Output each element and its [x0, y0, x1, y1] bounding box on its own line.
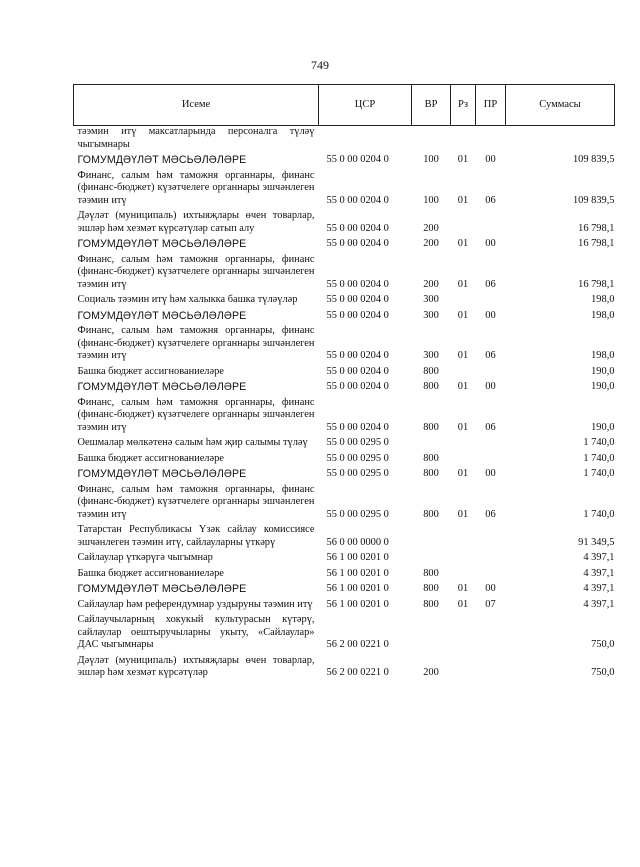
cell-sum: 91 349,5: [578, 536, 615, 548]
cell-csr: 56 1 00 0201 0: [326, 598, 389, 610]
cell-vr: [412, 437, 451, 453]
cell-sum: 16 798,1: [578, 238, 615, 249]
cell-name: Дәүләт (муниципаль) ихтыяҗлары өчен товарлар, эшләр һәм хезмәт күрсәтүләр сатып алу: [77, 210, 315, 234]
cell-csr: 55 0 00 0204 0: [326, 350, 389, 361]
cell-name: Сайлаулар үткәрүгә чыгымнар: [77, 552, 213, 563]
cell-name: Оешмалар мөлкәтенә салым һәм җир салымы түләү: [77, 437, 308, 448]
cell-sum: 109 839,5: [572, 194, 615, 206]
cell-rz: [451, 437, 476, 453]
cell-name: Социаль тәэмин итү һәм халыкка башка түләүләр: [77, 294, 298, 305]
table-row: [74, 655, 615, 683]
cell-csr: 55 0 00 0204 0: [326, 381, 389, 392]
cell-pr: 07: [485, 598, 496, 610]
cell-csr: 56 1 00 0201 0: [326, 583, 389, 594]
cell-pr: [476, 552, 506, 568]
table-row: [74, 170, 615, 211]
cell-csr: 56 1 00 0201 0: [326, 552, 389, 563]
cell-sum: 190,0: [591, 421, 615, 433]
cell-csr: 55 0 00 0204 0: [326, 278, 389, 290]
cell-pr: 00: [485, 381, 496, 392]
table-row: [74, 568, 615, 584]
budget-table: [73, 84, 615, 683]
cell-pr: [476, 524, 506, 552]
header-sum: Суммасы: [506, 85, 615, 126]
cell-pr: 06: [485, 278, 496, 290]
cell-rz: 01: [457, 309, 469, 321]
header-name: Исеме: [74, 85, 319, 126]
cell-name: ГОМУМДӘҮЛӘТ МӘСЬӘЛӘЛӘРЕ: [77, 468, 247, 480]
cell-sum: 4 397,1: [583, 552, 615, 563]
cell-rz: [451, 294, 476, 310]
cell-pr: [476, 366, 506, 382]
cell-vr: 800: [423, 508, 439, 520]
cell-name: Сайлаулар һәм референдумнар уздыруны тәэмин итү: [77, 598, 313, 610]
cell-pr: [476, 294, 506, 310]
cell-name: Башка бюджет ассигнованиеләре: [77, 365, 224, 377]
table-row: [74, 381, 615, 397]
cell-vr: 800: [423, 468, 439, 479]
cell-rz: 01: [457, 421, 469, 433]
cell-sum: 1 740,0: [583, 452, 615, 464]
cell-vr: 100: [423, 194, 439, 206]
cell-rz: [451, 655, 476, 683]
cell-vr: 200: [423, 238, 439, 249]
table-row: [74, 154, 615, 170]
cell-csr: 55 0 00 0204 0: [326, 421, 389, 433]
cell-rz: [451, 453, 476, 469]
table-row: [74, 453, 615, 469]
cell-rz: 01: [457, 583, 469, 594]
cell-sum: 4 397,1: [583, 598, 615, 610]
cell-csr: 55 0 00 0204 0: [326, 222, 389, 234]
table-row: [74, 310, 615, 326]
cell-pr: [476, 453, 506, 469]
cell-pr: [476, 210, 506, 238]
table-row: [74, 126, 615, 155]
cell-vr: 100: [423, 154, 439, 165]
cell-sum: 198,0: [591, 294, 615, 305]
cell-vr: [412, 524, 451, 552]
cell-pr: 06: [485, 508, 496, 520]
table-row: [74, 583, 615, 599]
cell-name: Башка бюджет ассигнованиеләре: [77, 452, 224, 464]
header-csr: ЦСР: [319, 85, 412, 126]
cell-rz: [451, 210, 476, 238]
table-header-row: [74, 85, 615, 126]
page-number: 749: [311, 58, 329, 72]
cell-pr: [476, 614, 506, 655]
cell-sum: [506, 126, 615, 155]
cell-name: тәэмин итү максатларында персоналга түләү чыгымнары: [77, 126, 315, 150]
cell-pr: [476, 126, 506, 155]
table-row: [74, 294, 615, 310]
cell-vr: 200: [423, 222, 439, 234]
cell-csr: 55 0 00 0295 0: [326, 468, 389, 479]
cell-vr: 800: [423, 567, 439, 579]
cell-pr: [476, 437, 506, 453]
cell-sum: 4 397,1: [583, 583, 615, 594]
cell-pr: 00: [485, 238, 496, 249]
cell-vr: 200: [423, 667, 439, 678]
cell-rz: 01: [457, 154, 469, 165]
cell-name: Сайлаучыларның хокукый культурасын күтәрү, сайлаулар оештыручыларны укыту, «Сайлаулар» ДАС чыгымнары: [77, 614, 315, 650]
cell-name: ГОМУМДӘҮЛӘТ МӘСЬӘЛӘЛӘРЕ: [77, 381, 247, 393]
table-row: [74, 524, 615, 552]
cell-name: Финанс, салым һәм таможня органнары, финанс (финанс-бюджет) күзәтчелеге органнары эшчәнлеген тәэмин итү: [77, 325, 315, 361]
cell-name: ГОМУМДӘҮЛӘТ МӘСЬӘЛӘЛӘРЕ: [77, 583, 247, 595]
cell-vr: 300: [423, 350, 439, 361]
cell-csr: 56 1 00 0201 0: [326, 567, 389, 579]
cell-vr: 800: [423, 381, 439, 392]
cell-pr: [476, 568, 506, 584]
cell-vr: 800: [423, 452, 439, 464]
cell-csr: 55 0 00 0204 0: [326, 309, 389, 321]
cell-rz: 01: [457, 238, 469, 249]
cell-sum: 16 798,1: [578, 278, 615, 290]
cell-name: Финанс, салым һәм таможня органнары, финанс (финанс-бюджет) күзәтчелеге органнары эшчәнлеген тәэмин итү: [77, 483, 315, 520]
cell-csr: 55 0 00 0295 0: [326, 437, 389, 448]
table-row: [74, 397, 615, 438]
cell-vr: 200: [423, 278, 439, 290]
cell-rz: 01: [457, 381, 469, 392]
cell-sum: 198,0: [591, 309, 615, 321]
cell-sum: 1 740,0: [583, 437, 615, 448]
table-row: [74, 437, 615, 453]
cell-name: Дәүләт (муниципаль) ихтыяҗлары өчен товарлар, эшләр һәм хезмәт күрсәтүләр: [77, 654, 315, 678]
table-row: [74, 325, 615, 366]
table-header: [74, 85, 615, 126]
cell-csr: 55 0 00 0204 0: [326, 194, 389, 206]
cell-csr: 56 0 00 0000 0: [326, 536, 389, 548]
table-row: [74, 238, 615, 254]
cell-csr: 56 2 00 0221 0: [326, 667, 389, 678]
cell-csr: 55 0 00 0204 0: [326, 294, 389, 305]
cell-csr: 56 2 00 0221 0: [326, 639, 389, 650]
table-row: [74, 614, 615, 655]
cell-pr: 00: [485, 309, 496, 321]
cell-rz: [451, 524, 476, 552]
header-pr: ПР: [476, 85, 506, 126]
table-row: [74, 468, 615, 484]
cell-pr: 00: [485, 583, 496, 594]
cell-vr: 800: [423, 365, 439, 377]
cell-pr: 00: [485, 154, 496, 165]
cell-vr: 300: [423, 294, 439, 305]
cell-sum: 1 740,0: [583, 468, 615, 479]
table-row: [74, 599, 615, 615]
cell-name: ГОМУМДӘҮЛӘТ МӘСЬӘЛӘЛӘРЕ: [77, 309, 247, 322]
cell-pr: 06: [485, 194, 496, 206]
budget-table-wrapper: [73, 84, 614, 683]
cell-sum: 1 740,0: [583, 508, 615, 520]
cell-csr: [319, 126, 412, 155]
cell-csr: 55 0 00 0204 0: [326, 238, 389, 249]
cell-rz: [451, 614, 476, 655]
cell-csr: 55 0 00 0295 0: [326, 508, 389, 520]
table-row: [74, 210, 615, 238]
cell-csr: 55 0 00 0204 0: [326, 154, 389, 165]
cell-sum: 190,0: [591, 381, 615, 392]
cell-sum: 750,0: [591, 639, 615, 650]
table-row: [74, 366, 615, 382]
cell-pr: [476, 655, 506, 683]
cell-rz: 01: [457, 468, 469, 479]
cell-rz: 01: [457, 278, 469, 290]
cell-rz: 01: [457, 194, 469, 206]
cell-rz: 01: [457, 350, 469, 361]
cell-vr: 800: [423, 598, 439, 610]
cell-vr: 800: [423, 583, 439, 594]
cell-vr: [412, 614, 451, 655]
cell-vr: [412, 552, 451, 568]
cell-rz: 01: [457, 508, 469, 520]
cell-pr: 06: [485, 421, 496, 433]
cell-sum: 109 839,5: [572, 154, 615, 165]
cell-name: Финанс, салым һәм таможня органнары, финанс (финанс-бюджет) күзәтчелеге органнары эшчәнлеген тәэмин итү: [77, 396, 315, 433]
table-row: [74, 254, 615, 295]
cell-vr: 800: [423, 421, 439, 433]
header-vr: ВР: [412, 85, 451, 126]
table-row: [74, 552, 615, 568]
cell-rz: [451, 126, 476, 155]
cell-sum: 16 798,1: [578, 222, 615, 234]
cell-rz: [451, 552, 476, 568]
table-row: [74, 484, 615, 525]
cell-vr: [412, 126, 451, 155]
cell-sum: 4 397,1: [583, 567, 615, 579]
cell-csr: 55 0 00 0204 0: [326, 365, 389, 377]
cell-vr: 300: [423, 309, 439, 321]
cell-pr: 00: [485, 468, 496, 479]
cell-rz: [451, 568, 476, 584]
cell-pr: 06: [485, 350, 496, 361]
cell-name: Татарстан Республикасы Үзәк сайлау комиссиясе эшчәнлеген тәэмин итү, сайлауларны үткәрү: [77, 524, 315, 548]
cell-name: Башка бюджет ассигнованиеләре: [77, 567, 224, 579]
cell-sum: 198,0: [591, 350, 615, 361]
cell-sum: 190,0: [591, 365, 615, 377]
cell-sum: 750,0: [591, 667, 615, 678]
cell-name: Финанс, салым һәм таможня органнары, финанс (финанс-бюджет) күзәтчелеге органнары эшчәнлеген тәэмин итү: [77, 253, 315, 290]
cell-rz: [451, 366, 476, 382]
cell-name: ГОМУМДӘҮЛӘТ МӘСЬӘЛӘЛӘРЕ: [77, 238, 247, 250]
cell-name: Финанс, салым һәм таможня органнары, финанс (финанс-бюджет) күзәтчелеге органнары эшчәнлеген тәэмин итү: [77, 169, 315, 206]
header-rz: Рз: [451, 85, 476, 126]
cell-name: ГОМУМДӘҮЛӘТ МӘСЬӘЛӘЛӘРЕ: [77, 154, 247, 166]
table-body: [74, 126, 615, 683]
cell-csr: 55 0 00 0295 0: [326, 452, 389, 464]
cell-rz: 01: [457, 598, 469, 610]
